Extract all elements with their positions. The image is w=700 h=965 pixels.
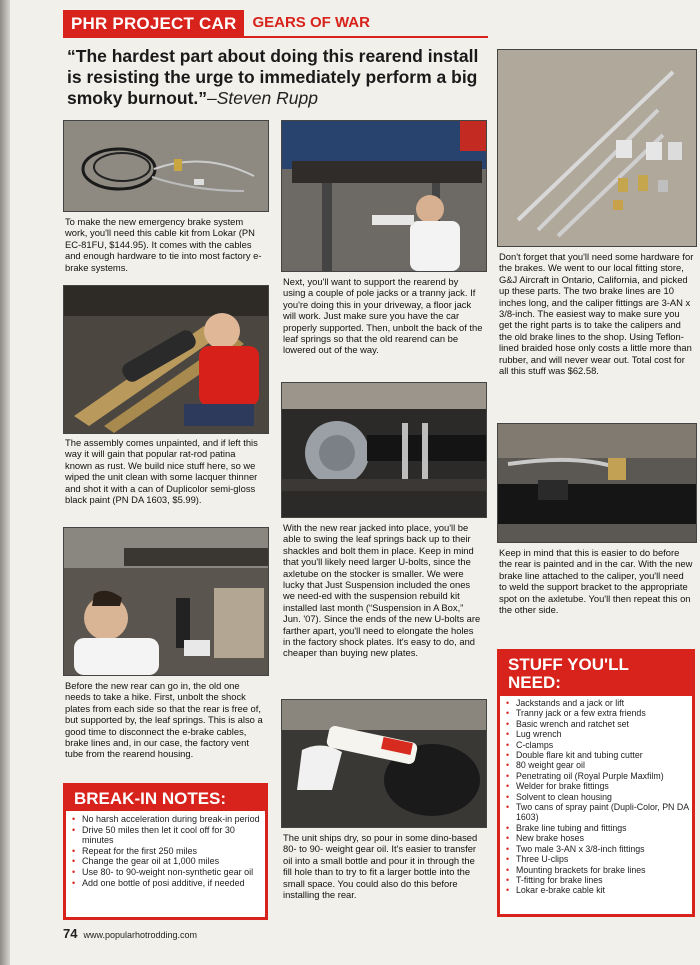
list-item: • Lokar e-brake cable kit — [516, 885, 692, 895]
list-item: • Mounting brackets for brake lines — [516, 865, 692, 875]
list-item: • Solvent to clean housing — [516, 792, 692, 802]
pull-quote-text: “The hardest part about doing this rearend install is resisting the urge to immediately perform a big smoky burnout.” — [67, 46, 479, 108]
page-footer — [63, 926, 197, 941]
list-item: • Jackstands and a jack or lift — [516, 698, 692, 708]
caption-remove-old: Before the new rear can go in, the old one needs to take a hike. First, unbolt the shock plates from each side so that the rear is free of, but supported by, the leaf springs. This is also a good time to disconnect the e-brake cables, brake lines and, in our case, the factory vent tube from the rearend housing. — [65, 680, 263, 760]
page-number: 74 — [63, 926, 78, 941]
list-item: • Drive 50 miles then let it cool off for 30 minutes — [82, 825, 265, 846]
list-item: • Three U-clips — [516, 854, 692, 864]
pull-quote-author: –Steven Rupp — [207, 88, 318, 108]
list-item: • Double flare kit and tubing cutter — [516, 750, 692, 760]
list-item: • T-fitting for brake lines — [516, 875, 692, 885]
photo-remove-old — [63, 527, 269, 676]
photo-brake-hardware — [497, 49, 697, 247]
magazine-url[interactable]: www.popularhotrodding.com — [83, 930, 198, 940]
list-item: • Repeat for the first 250 miles — [82, 846, 265, 857]
caption-support: Next, you'll want to support the rearend by using a couple of pole jacks or a tranny jack. If you're doing this in your driveway, a floor jack will work. Just make sure you have the car properly supported. Then, unbolt the back of the leaf springs so that the old rearend can be lowered out of the way. — [283, 276, 483, 356]
break-in-notes-list — [66, 811, 265, 888]
list-item: • Change the gear oil at 1,000 miles — [82, 856, 265, 867]
caption-ubolts: With the new rear jacked into place, you'll be able to swing the leaf springs back up to their shackles and bolt them in place. Keep in mind that you'll likely need larger U-bolts, since the axletube on the stocker is smaller. We were lucky that Just Suspension included the ones we need-ed with the suspension rebuild kit installed last month (“Suspension in A Box,” Jun. '07). Since the ends of the new U-bolts are farther apart, you'll need to elongate the holes in the factory shock plates. It's easy to do, and cheaper than buying new plates. — [283, 522, 481, 659]
page-spine — [0, 0, 10, 965]
list-item: • Basic wrench and ratchet set — [516, 719, 692, 729]
photo-brake-line — [497, 423, 697, 543]
break-in-notes-box — [63, 783, 268, 920]
stuff-you-need-box — [497, 649, 695, 917]
list-item: • New brake hoses — [516, 833, 692, 843]
photo-cable-kit — [63, 120, 269, 212]
caption-cable-kit: To make the new emergency brake system work, you'll need this cable kit from Lokar (PN EC-81FU, $144.95). It comes with the cables and enough hardware to tie into most factory e-brake systems. — [65, 216, 262, 273]
photo-ubolts — [281, 382, 487, 518]
list-item: • Tranny jack or a few extra friends — [516, 708, 692, 718]
caption-brake-hardware: Don't forget that you'll need some hardware for the brakes. We went to our local fitting store, G&J Aircraft in Ontario, California, and picked up these parts. The two brake lines are 10 inches long, and the caliper fittings are 3-AN x 3/8-inch. The easiest way to make sure you get the right parts is to take the calipers and the old brake lines to the shop. Using Teflon-lined braided hose only costs a little more than rubber, and will never wear out. Total cost for all this stuff was $62.58. — [499, 251, 694, 377]
caption-brake-line: Keep in mind that this is easier to do before the rear is painted and in the car. With the new brake line attached to the caliper, you'll need to weld the support bracket to the appropriate spot on the axletube. You'll then repeat this on the other side. — [499, 547, 693, 616]
list-item: • Two male 3-AN x 3/8-inch fittings — [516, 844, 692, 854]
stuff-you-need-list — [500, 696, 692, 896]
section-label: PHR PROJECT CAR — [63, 10, 244, 36]
photo-oil — [281, 699, 487, 828]
list-item: • Penetrating oil (Royal Purple Maxfilm) — [516, 771, 692, 781]
caption-assembly: The assembly comes unpainted, and if left this way it will gain that popular rat-rod patina known as rust. We build nice stuff here, so we wiped the unit clean with some lacquer thinner and shot it with a can of Duplicolor semi-gloss black paint (PN DA 1603, $5.99). — [65, 437, 258, 506]
list-item: • Welder for brake fittings — [516, 781, 692, 791]
list-item: • Add one bottle of posi additive, if needed — [82, 878, 265, 889]
list-item: • Two cans of spray paint (Dupli-Color, PN DA 1603) — [516, 802, 692, 823]
caption-oil: The unit ships dry, so pour in some dino-based 80- to 90- weight gear oil. It's easier to transfer oil into a small bottle and pour it in through the fill hole than to try to fit a larger bottle into the small space. You could also do this before installing the rear. — [283, 832, 478, 901]
list-item: • 80 weight gear oil — [516, 760, 692, 770]
section-header — [63, 10, 370, 36]
series-title: GEARS OF WAR — [252, 14, 370, 31]
photo-support — [281, 120, 487, 272]
list-item: • Use 80- to 90-weight non-synthetic gear oil — [82, 867, 265, 878]
list-item: • Brake line tubing and fittings — [516, 823, 692, 833]
photo-assembly — [63, 285, 269, 434]
pull-quote — [67, 46, 492, 109]
break-in-notes-title: BREAK-IN NOTES: — [66, 786, 265, 811]
header-rule — [63, 36, 488, 38]
list-item: • C-clamps — [516, 740, 692, 750]
stuff-you-need-title: STUFF YOU'LL NEED: — [500, 652, 692, 696]
list-item: • No harsh acceleration during break-in period — [82, 814, 265, 825]
list-item: • Lug wrench — [516, 729, 692, 739]
